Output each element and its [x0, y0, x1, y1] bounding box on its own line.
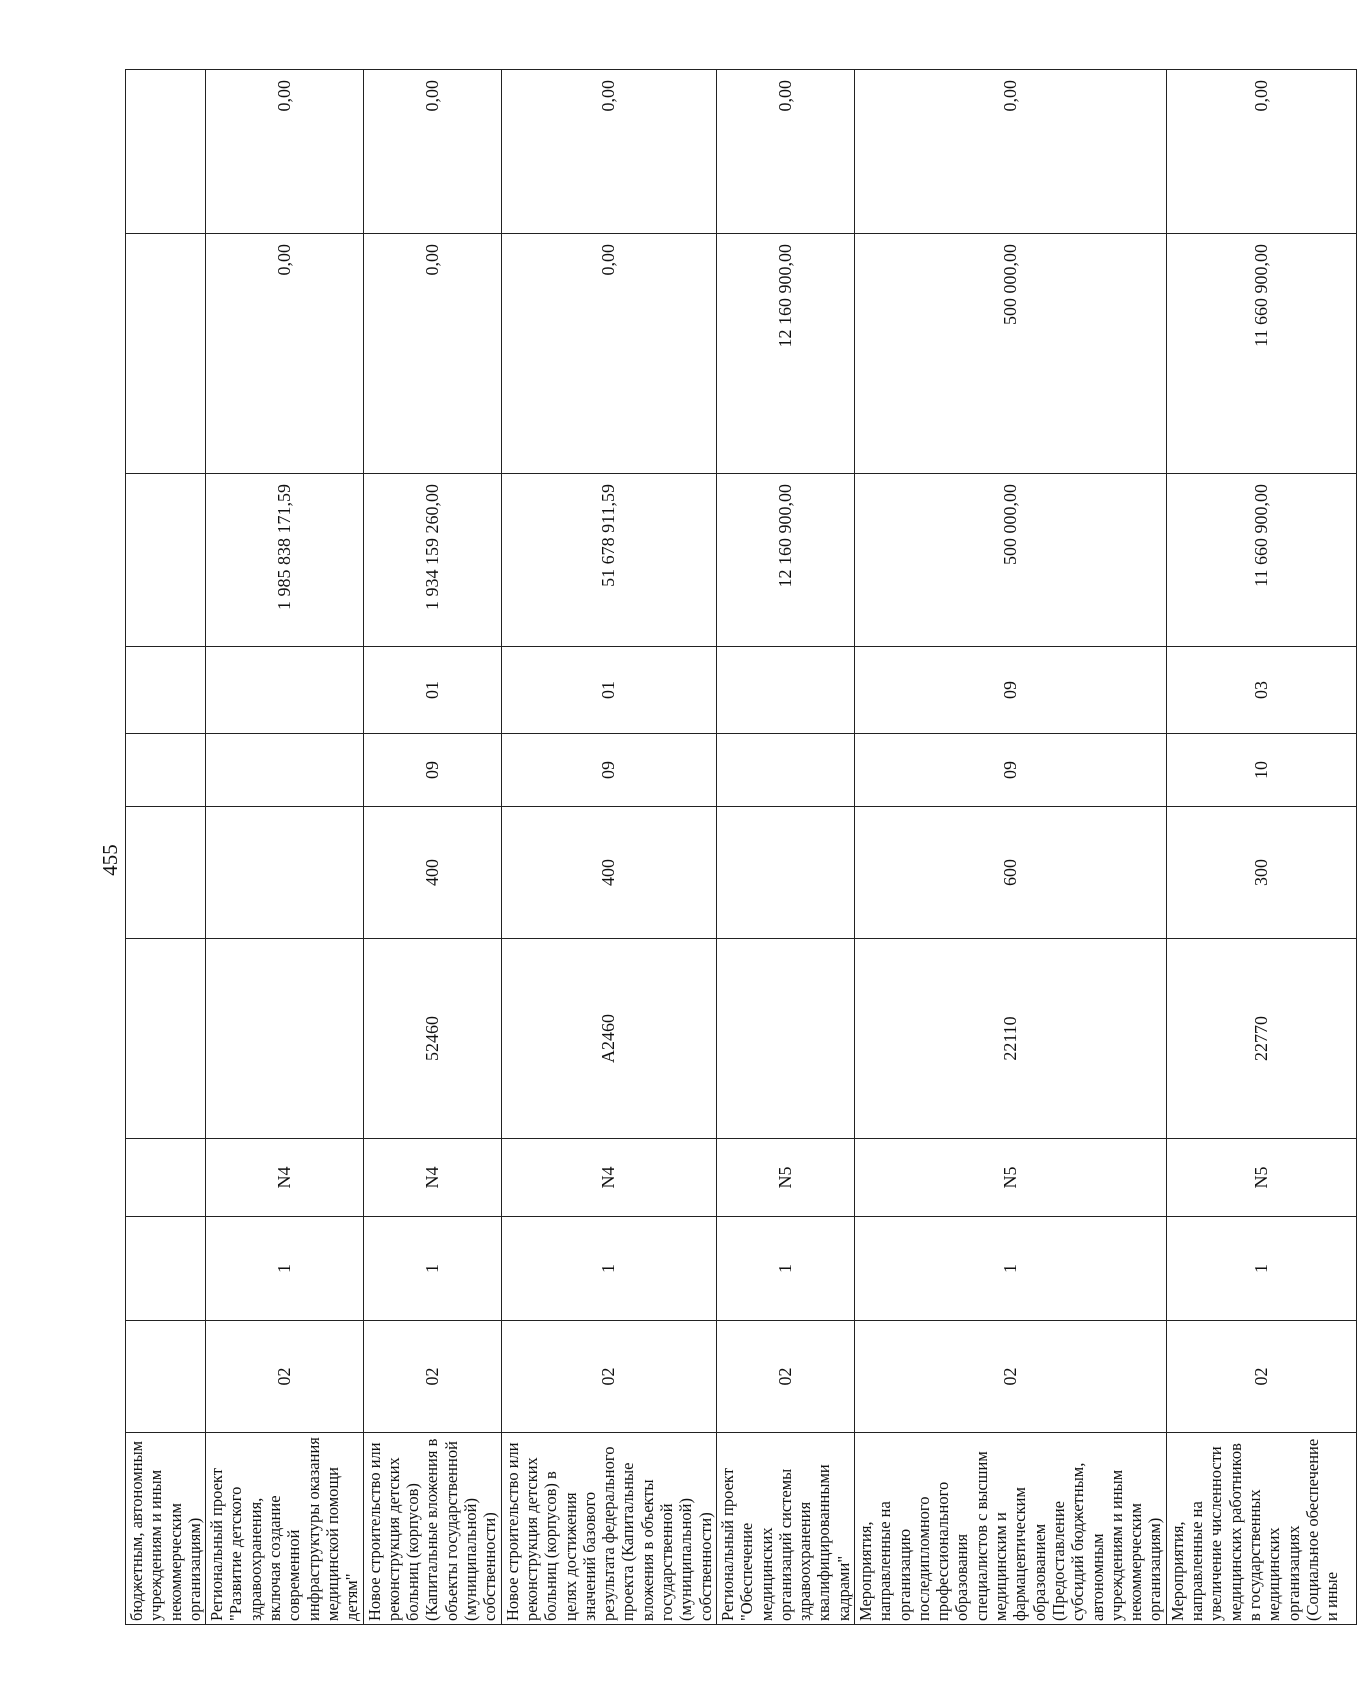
- code-cell: [716, 807, 854, 939]
- row-name: Мероприятия, направленные на организацию последипломного профессионального образования специалистов с высшим медицинским и фармацевтическим образованием (Предоставление субсидий бюджетным, автономным учреждениям и иным некоммерческим организациям): [854, 1433, 1166, 1625]
- code-cell: 02: [854, 1321, 1166, 1433]
- code-cell: 09: [854, 647, 1166, 734]
- amount-cell: 11 660 900,00: [1166, 474, 1356, 647]
- amount-cell: 0,00: [716, 70, 854, 234]
- amount-cell: 0,00: [363, 234, 501, 474]
- row-name: бюджетным, автономным учреждениям и иным некоммерческим организациям): [126, 1433, 206, 1625]
- code-cell: 52460: [363, 939, 501, 1139]
- code-cell: [206, 734, 363, 807]
- code-cell: 02: [501, 1321, 716, 1433]
- code-cell: 02: [716, 1321, 854, 1433]
- amount-cell: 500 000,00: [854, 474, 1166, 647]
- amount-cell: 500 000,00: [854, 234, 1166, 474]
- budget-table: [125, 69, 1357, 1625]
- code-cell: N5: [716, 1139, 854, 1217]
- amount-cell: 0,00: [854, 70, 1166, 234]
- amount-cell: 0,00: [1166, 70, 1356, 234]
- code-cell: [206, 939, 363, 1139]
- amount-cell: [126, 70, 206, 234]
- code-cell: [126, 939, 206, 1139]
- code-cell: 1: [854, 1217, 1166, 1321]
- code-cell: N4: [363, 1139, 501, 1217]
- row-name: Новое строительство или реконструкция детских больниц (корпусов) (Капитальные вложения в объекты государственной (муниципальной) собственности): [363, 1433, 501, 1625]
- code-cell: N5: [854, 1139, 1166, 1217]
- amount-cell: 0,00: [363, 70, 501, 234]
- code-cell: 03: [1166, 647, 1356, 734]
- page-number: 455: [98, 844, 122, 876]
- amount-cell: 0,00: [501, 70, 716, 234]
- code-cell: [206, 647, 363, 734]
- code-cell: 1: [1166, 1217, 1356, 1321]
- amount-cell: 0,00: [206, 234, 363, 474]
- amount-cell: [126, 474, 206, 647]
- table-row: [206, 70, 363, 1625]
- table-row: [716, 70, 854, 1625]
- code-cell: 01: [501, 647, 716, 734]
- code-cell: 01: [363, 647, 501, 734]
- code-cell: N4: [501, 1139, 716, 1217]
- code-cell: 300: [1166, 807, 1356, 939]
- code-cell: 1: [206, 1217, 363, 1321]
- code-cell: [126, 647, 206, 734]
- code-cell: 10: [1166, 734, 1356, 807]
- code-cell: 02: [1166, 1321, 1356, 1433]
- row-name: Региональный проект "Обеспечение медицинских организаций системы здравоохранения квалифицированными кадрами": [716, 1433, 854, 1625]
- table-row: [854, 70, 1166, 1625]
- code-cell: 22770: [1166, 939, 1356, 1139]
- code-cell: 1: [501, 1217, 716, 1321]
- row-name: Мероприятия, направленные на увеличение численности медицинских работников в государственных медицинских организациях (Социальное обеспечение и иные: [1166, 1433, 1356, 1625]
- amount-cell: [126, 234, 206, 474]
- table-row: [126, 70, 206, 1625]
- code-cell: N5: [1166, 1139, 1356, 1217]
- code-cell: [126, 1321, 206, 1433]
- code-cell: N4: [206, 1139, 363, 1217]
- row-name: Региональный проект "Развитие детского здравоохранения, включая создание современной инфраструктуры оказания медицинской помощи детям": [206, 1433, 363, 1625]
- code-cell: 22110: [854, 939, 1166, 1139]
- amount-cell: 0,00: [206, 70, 363, 234]
- code-cell: [126, 1217, 206, 1321]
- amount-cell: 12 160 900,00: [716, 474, 854, 647]
- code-cell: [716, 734, 854, 807]
- code-cell: [716, 939, 854, 1139]
- amount-cell: 11 660 900,00: [1166, 234, 1356, 474]
- amount-cell: 12 160 900,00: [716, 234, 854, 474]
- code-cell: 02: [363, 1321, 501, 1433]
- code-cell: 400: [363, 807, 501, 939]
- code-cell: [126, 807, 206, 939]
- amount-cell: 0,00: [501, 234, 716, 474]
- amount-cell: 1 985 838 171,59: [206, 474, 363, 647]
- code-cell: 1: [716, 1217, 854, 1321]
- table-row: [1166, 70, 1356, 1625]
- code-cell: 600: [854, 807, 1166, 939]
- code-cell: A2460: [501, 939, 716, 1139]
- code-cell: 09: [854, 734, 1166, 807]
- amount-cell: 51 678 911,59: [501, 474, 716, 647]
- code-cell: [206, 807, 363, 939]
- code-cell: 1: [363, 1217, 501, 1321]
- rotated-table-wrapper: [125, 70, 1342, 1625]
- row-name: Новое строительство или реконструкция детских больниц (корпусов) в целях достижения значений базового результата федерального проекта (Капитальные вложения в объекты государственной (муниципальной) собственности): [501, 1433, 716, 1625]
- table-row: [501, 70, 716, 1625]
- code-cell: [126, 1139, 206, 1217]
- code-cell: [716, 647, 854, 734]
- code-cell: 09: [363, 734, 501, 807]
- table-row: [363, 70, 501, 1625]
- code-cell: [126, 734, 206, 807]
- code-cell: 02: [206, 1321, 363, 1433]
- amount-cell: 1 934 159 260,00: [363, 474, 501, 647]
- code-cell: 400: [501, 807, 716, 939]
- code-cell: 09: [501, 734, 716, 807]
